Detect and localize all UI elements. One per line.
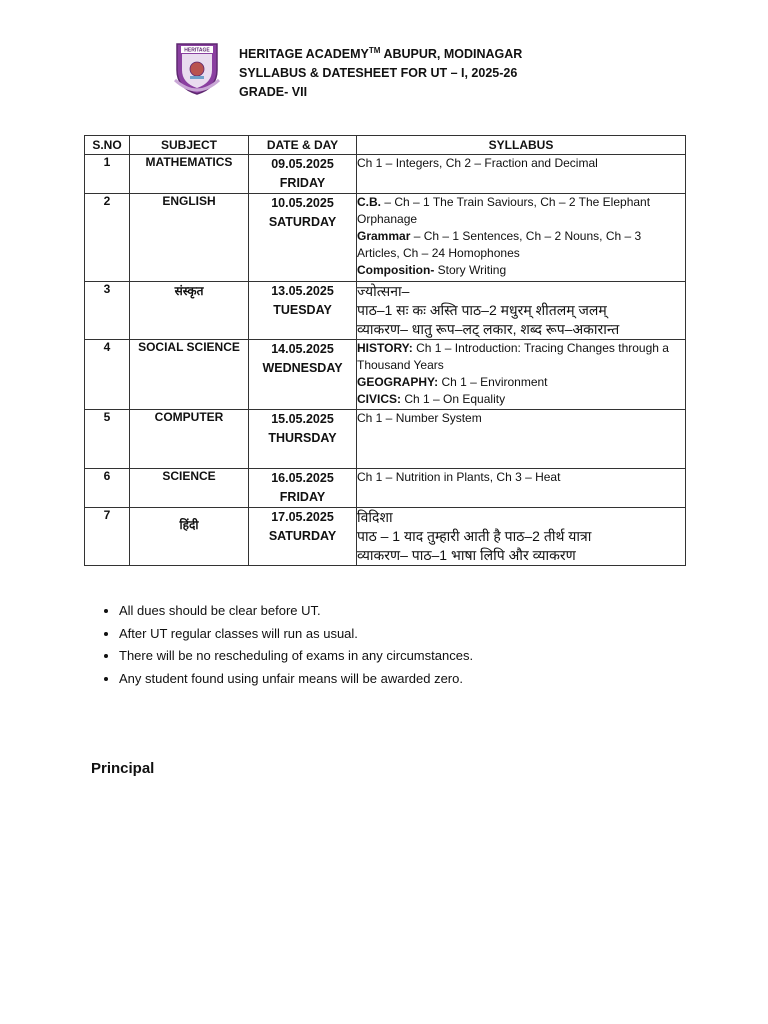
col-header-syllabus: SYLLABUS bbox=[357, 136, 686, 155]
grade-label: GRADE- VII bbox=[239, 85, 308, 100]
row-date: 09.05.2025 FRIDAY bbox=[249, 155, 357, 194]
list-item: • Any student found using unfair means will be awarded zero. bbox=[119, 668, 473, 691]
datesheet-table bbox=[84, 135, 686, 566]
list-item: • All dues should be clear before UT. bbox=[119, 600, 473, 623]
row-sno: 5 bbox=[85, 410, 130, 469]
row-sno: 1 bbox=[85, 155, 130, 194]
row-syllabus: C.B. – Ch – 1 The Train Saviours, Ch – 2 The Elephant Orphanage Grammar – Ch – 1 Sentences, Ch – 2 Nouns, Ch – 3 Articles, Ch – 24 Homophones Composition- Story Writing bbox=[357, 194, 686, 282]
row-date: 13.05.2025 TUESDAY bbox=[249, 282, 357, 340]
table-row bbox=[85, 340, 686, 410]
row-sno: 2 bbox=[85, 194, 130, 282]
document-header bbox=[239, 41, 522, 102]
table-row bbox=[85, 508, 686, 566]
col-header-date: DATE & DAY bbox=[249, 136, 357, 155]
row-subject: संस्कृत bbox=[130, 282, 249, 340]
row-sno: 7 bbox=[85, 508, 130, 566]
row-sno: 6 bbox=[85, 469, 130, 508]
document-title: SYLLABUS & DATESHEET FOR UT – I, 2025-26 bbox=[239, 66, 518, 81]
row-subject: COMPUTER bbox=[130, 410, 249, 469]
row-syllabus: Ch 1 – Number System bbox=[357, 410, 686, 469]
table-row bbox=[85, 194, 686, 282]
row-sno: 3 bbox=[85, 282, 130, 340]
row-syllabus: Ch 1 – Nutrition in Plants, Ch 3 – Heat bbox=[357, 469, 686, 508]
row-date: 16.05.2025 FRIDAY bbox=[249, 469, 357, 508]
row-subject: SOCIAL SCIENCE bbox=[130, 340, 249, 410]
logo-text: HERITAGE bbox=[184, 47, 210, 54]
table-row bbox=[85, 282, 686, 340]
row-subject: SCIENCE bbox=[130, 469, 249, 508]
row-syllabus: विदिशा पाठ – 1 याद तुम्हारी आती है पाठ–2 तीर्थ यात्रा व्याकरण– पाठ–1 भाषा लिपि और व्याकरण bbox=[357, 508, 686, 566]
list-item: • After UT regular classes will run as usual. bbox=[119, 623, 473, 646]
row-date: 15.05.2025 THURSDAY bbox=[249, 410, 357, 469]
row-date: 17.05.2025 SATURDAY bbox=[249, 508, 357, 566]
table-row bbox=[85, 469, 686, 508]
row-subject: ENGLISH bbox=[130, 194, 249, 282]
row-syllabus: HISTORY: Ch 1 – Introduction: Tracing Changes through a Thousand Years GEOGRAPHY: Ch 1 – Environment CIVICS: Ch 1 – On Equality bbox=[357, 340, 686, 410]
row-subject: MATHEMATICS bbox=[130, 155, 249, 194]
row-sno: 4 bbox=[85, 340, 130, 410]
row-date: 14.05.2025 WEDNESDAY bbox=[249, 340, 357, 410]
list-item: • There will be no rescheduling of exams in any circumstances. bbox=[119, 645, 473, 668]
notes-list bbox=[93, 600, 473, 690]
table-row bbox=[85, 410, 686, 469]
row-date: 10.05.2025 SATURDAY bbox=[249, 194, 357, 282]
row-subject: हिंदी bbox=[130, 508, 249, 566]
principal-signature-label: Principal bbox=[91, 760, 155, 777]
school-logo bbox=[172, 40, 222, 96]
row-syllabus: Ch 1 – Integers, Ch 2 – Fraction and Decimal bbox=[357, 155, 686, 194]
school-name: HERITAGE ACADEMY™ ABUPUR, MODINAGAR bbox=[239, 46, 523, 62]
col-header-subject: SUBJECT bbox=[130, 136, 249, 155]
table-header-row bbox=[85, 136, 686, 155]
table-row bbox=[85, 155, 686, 194]
col-header-sno: S.NO bbox=[85, 136, 130, 155]
row-syllabus: ज्योत्सना– पाठ–1 सः कः अस्ति पाठ–2 मधुरम् शीतलम् जलम् व्याकरण– धातु रूप–लट् लकार, शब्द रूप–अकारान्त bbox=[357, 282, 686, 340]
